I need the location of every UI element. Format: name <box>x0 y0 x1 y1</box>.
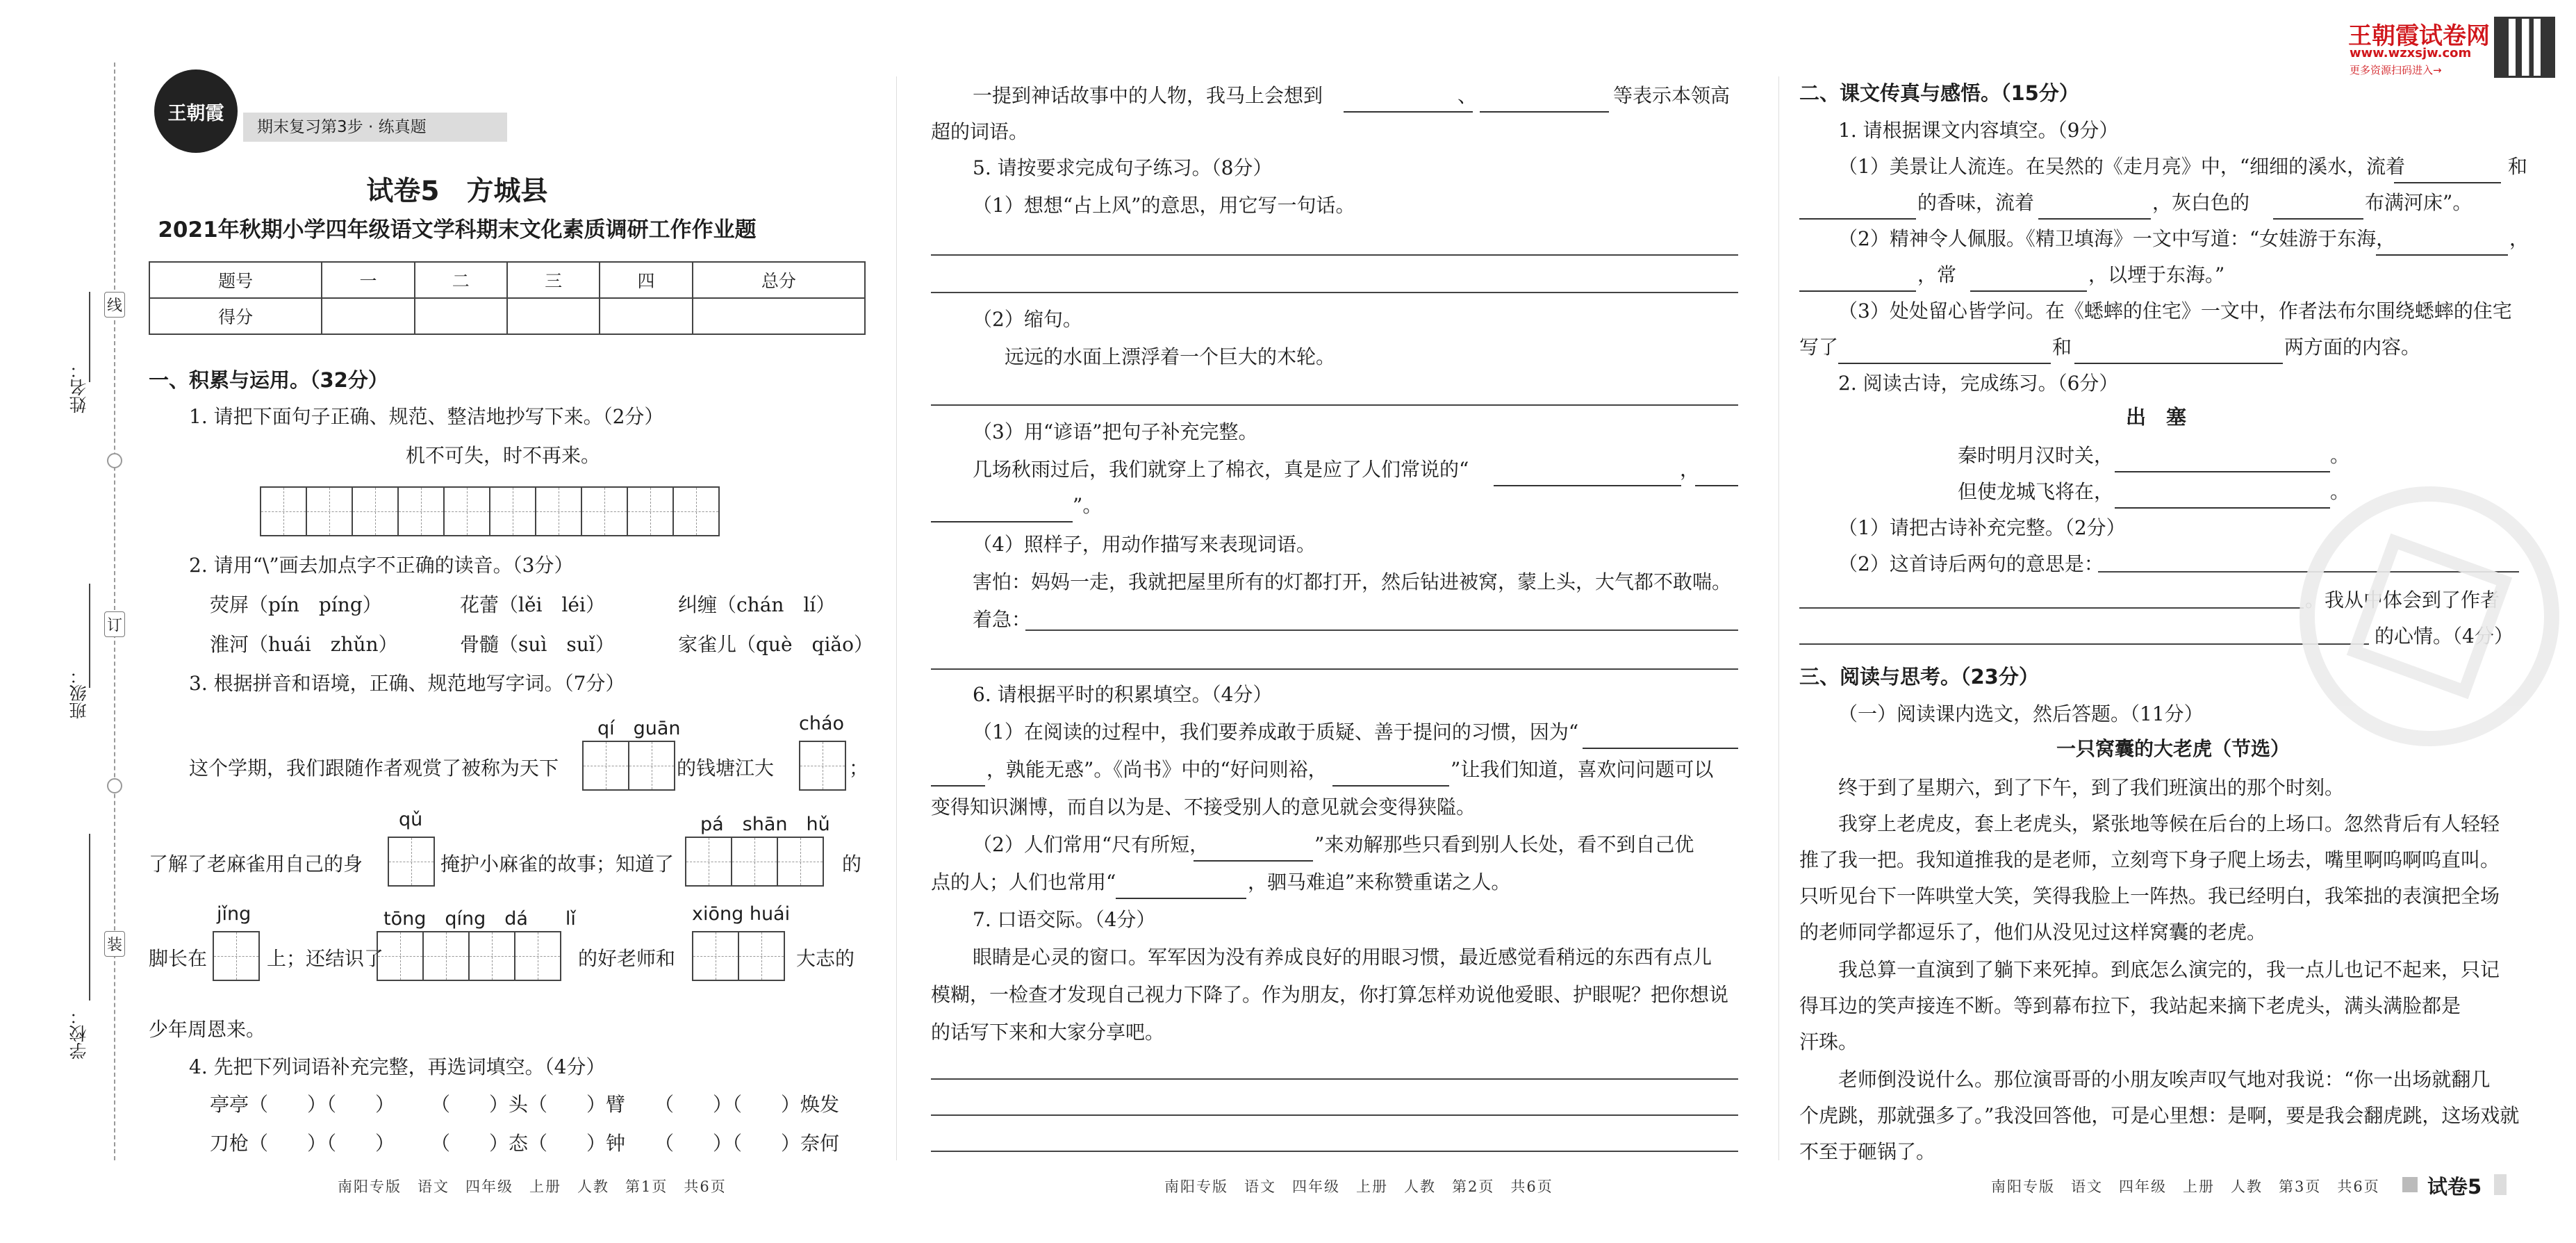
blank[interactable] <box>931 762 985 787</box>
q2-item[interactable]: 骨髓（suì suǐ） <box>460 633 615 656</box>
q4-item[interactable]: 亭亭（ ）（ ） <box>210 1093 395 1116</box>
reading-line: 推了我一把。我知道推我的是老师，立刻弯下身子爬上场去，嘴里啊呜啊呜直叫。 <box>1799 848 2500 871</box>
logo-text: 王朝霞 <box>167 102 224 124</box>
c3-q1-2b: ， <box>2509 227 2529 250</box>
c2-line-2: 超的词语。 <box>931 120 1029 143</box>
q6-1b: ，孰能无惑”。《尚书》中的“好问则裕， <box>986 758 1328 781</box>
q2-item[interactable]: 荧屏（pín píng） <box>210 593 382 616</box>
blank[interactable] <box>1494 461 1681 486</box>
q3-box-qiguan[interactable] <box>582 741 675 791</box>
blank[interactable] <box>1970 267 2087 292</box>
q5-4-text: 害怕：妈妈一走，我就把屋里所有的灯都打开，然后钻进被窝，蒙上头，大气都不敢喘。 <box>973 570 1732 593</box>
c3-q1-2d: ，以堙于东海。” <box>2088 263 2225 286</box>
binding-hole <box>107 453 122 468</box>
q3-line-2b: 掩护小麻雀的故事；知道了 <box>440 853 675 875</box>
seal-char-1: 线 <box>104 292 125 318</box>
q2-item[interactable]: 家雀儿（què qiǎo） <box>678 633 873 656</box>
q1-copy-grid[interactable] <box>260 486 720 536</box>
q7-prompt: 7. 口语交际。（4分） <box>973 908 1156 931</box>
reading-line: 我总算一直演到了躺下来死掉。到底怎么演完的，我一点儿也记不起来，只记 <box>1838 958 2500 981</box>
column-divider <box>896 76 897 1160</box>
score-header: 四 <box>600 262 692 298</box>
column-divider <box>1778 76 1779 1160</box>
blank[interactable] <box>1480 88 1609 113</box>
pinyin: qǔ <box>399 809 423 830</box>
score-cell[interactable] <box>507 298 600 334</box>
q5-3: （3）用“谚语”把句子补充完整。 <box>973 420 1258 443</box>
q3-box-tongqingdali[interactable] <box>377 931 561 981</box>
reading-title: 一只窝囊的大老虎（节选） <box>2056 737 2290 760</box>
c3-q1-1a: （1）美景让人流连。在吴然的《走月亮》中，“细细的溪水，流着 <box>1838 155 2406 178</box>
blank[interactable] <box>2115 484 2330 509</box>
section-1-heading: 一、积累与运用。（32分） <box>149 368 388 392</box>
q5-4-label: 着急： <box>973 608 1032 631</box>
score-header: 一 <box>322 262 414 298</box>
reading-1-prompt: （一）阅读课内选文，然后答题。（11分） <box>1838 702 2204 725</box>
q2-item[interactable]: 纠缠（chán lí） <box>678 593 836 616</box>
score-header: 三 <box>507 262 600 298</box>
answer-line[interactable] <box>931 254 1738 256</box>
q3-line-2a: 了解了老麻雀用自己的身 <box>149 853 363 875</box>
blank[interactable] <box>1799 195 1916 220</box>
c2-line-1c: 等表示本领高 <box>1613 84 1731 107</box>
footer-page-1: 南阳专版 语文 四年级 上册 人教 第1页 共6页 <box>338 1178 727 1195</box>
reading-line: 只听见台下一阵哄堂大笑，笑得我脸上一阵热。我已经明白，我笨拙的表演把全场 <box>1799 884 2500 907</box>
answer-line[interactable] <box>1025 629 1738 631</box>
blank[interactable] <box>2273 195 2363 220</box>
reading-line: 我穿上老虎皮，套上老虎头，紧张地等候在后台的上场口。忽然背后有人轻轻 <box>1838 812 2500 835</box>
school-field[interactable] <box>89 834 90 1001</box>
q3-line-3b: 上；还结识了 <box>267 947 384 970</box>
q3-line-4: 少年周恩来。 <box>149 1018 266 1041</box>
c2-line-1a: 一提到神话故事中的人物，我马上会想到 <box>973 84 1323 107</box>
brand-tip: 更多资源扫码进入→ <box>2350 64 2442 76</box>
page-title: 试卷5 方城县 <box>366 176 548 207</box>
q3-line-3d: 大志的 <box>796 947 855 970</box>
score-cell[interactable] <box>322 298 414 334</box>
footer-page-2: 南阳专版 语文 四年级 上册 人教 第2页 共6页 <box>1164 1178 1553 1195</box>
q5-3-text: 几场秋雨过后，我们就穿上了棉衣，真是应了人们常说的“ <box>973 458 1469 481</box>
poem-line-1: 秦时明月汉时关， <box>1958 444 2114 467</box>
page-subtitle: 2021年秋期小学四年级语文学科期末文化素质调研工作作业题 <box>158 217 757 242</box>
class-field[interactable] <box>89 584 90 688</box>
reading-line: 老师倒没说什么。那位演哥哥的小朋友唉声叹气地对我说：“你一出场就翻几 <box>1838 1068 2491 1091</box>
c3-q2-2b: 。我从中体会到了作者 <box>2305 588 2500 611</box>
q6-1a: （1）在阅读的过程中，我们要养成敢于质疑、善于提问的习惯，因为“ <box>973 721 1579 743</box>
c3-q2-1: （1）请把古诗补充完整。（2分） <box>1838 516 2126 539</box>
score-header: 题号 <box>149 262 322 298</box>
q7-text: 的话写下来和大家分享吧。 <box>931 1021 1165 1044</box>
c3-q2: 2. 阅读古诗，完成练习。（6分） <box>1838 372 2119 395</box>
blank[interactable] <box>931 497 1073 522</box>
binding-hole <box>107 778 122 793</box>
q3-line-2c: 的 <box>842 853 862 875</box>
pinyin: cháo <box>799 713 845 734</box>
c3-q1: 1. 请根据课文内容填空。（9分） <box>1838 119 2119 142</box>
reading-line: 个虎跳，那就强多了。”我没回答他，可是心里想：是啊，要是我会翻虎跳，这场戏就 <box>1799 1104 2520 1127</box>
q3-box-jing[interactable] <box>213 931 260 981</box>
q3-box-pashanhu[interactable] <box>685 837 824 887</box>
q6-2b: ”来劝解那些只看到别人长处，看不到自己优 <box>1314 833 1694 856</box>
c3-q1-1b: 和 <box>2508 155 2528 178</box>
c3-q1-1d: ，灰白色的 <box>2152 191 2250 214</box>
q1-prompt: 1. 请把下面句子正确、规范、整洁地抄写下来。（2分） <box>189 405 664 428</box>
q4-item[interactable]: （ ）头（ ）臂 <box>431 1093 626 1116</box>
c3-q1-3a: （3）处处留心皆学问。在《蟋蟀的住宅》一文中，作者法布尔围绕蟋蟀的住宅 <box>1838 299 2512 322</box>
q2-item[interactable]: 淮河（huái zhǔn） <box>210 633 398 656</box>
c3-q2-2c: 的心情。（4分） <box>2375 625 2513 648</box>
q5-2-text: 远远的水面上漂浮着一个巨大的木轮。 <box>1005 345 1336 368</box>
answer-line[interactable] <box>931 1078 1738 1080</box>
pinyin: xiōng huái <box>692 903 791 925</box>
q3-box-chao[interactable] <box>799 741 846 791</box>
score-row-label: 得分 <box>149 298 322 334</box>
answer-line[interactable] <box>931 404 1738 406</box>
q5-prompt: 5. 请按要求完成句子练习。（8分） <box>973 156 1273 179</box>
c3-q1-1e: 布满河床”。 <box>2365 191 2472 214</box>
pinyin: pá shān hǔ <box>700 814 830 835</box>
blank[interactable] <box>1838 339 2051 364</box>
q3-line-3a: 脚长在 <box>149 947 208 970</box>
q4-item[interactable]: （ ）（ ）焕发 <box>654 1093 840 1116</box>
page-label-marker <box>2402 1177 2418 1192</box>
poem-line-2: 但使龙城飞将在， <box>1958 480 2114 503</box>
q4-item[interactable]: （ ）态（ ）钟 <box>431 1132 626 1155</box>
stage-label: 期末复习第3步 · 练真题 <box>257 118 427 136</box>
q2-item[interactable]: 花蕾（lěi léi） <box>460 593 605 616</box>
reading-paragraph: 终于到了星期六，到了下午，到了我们班演出的那个时刻。 <box>1838 776 2345 799</box>
q3-line-1a: 这个学期，我们跟随作者观赏了被称为天下 <box>189 757 559 780</box>
blank[interactable] <box>2074 339 2283 364</box>
q5-4: （4）照样子，用动作描写来表现词语。 <box>973 533 1316 556</box>
q1-copy-text: 机不可失，时不再来。 <box>406 444 601 467</box>
q3-line-1b: 的钱塘江大 <box>677 757 775 780</box>
blank[interactable] <box>2376 231 2508 256</box>
q2-prompt: 2. 请用“\”画去加点字不正确的读音。（3分） <box>189 554 574 577</box>
blank[interactable] <box>1332 762 1449 787</box>
answer-line[interactable] <box>931 292 1738 293</box>
q6-2d: ，驷马难追”来称赞重诺之人。 <box>1248 871 1511 894</box>
q6-2c: 点的人；人们也常用“ <box>931 871 1116 894</box>
stage-banner <box>243 113 507 142</box>
c3-q1-3c: 和 <box>2052 336 2072 359</box>
answer-line[interactable] <box>931 1151 1738 1152</box>
score-cell[interactable] <box>693 298 865 334</box>
q4-prompt: 4. 先把下列词语补充完整，再选词填空。（4分） <box>189 1055 606 1078</box>
c3-q1-1c: 的香味，流着 <box>1917 191 2035 214</box>
q3-line-3c: 的好老师和 <box>578 947 676 970</box>
page-label-bar <box>2494 1174 2507 1195</box>
qr-code-icon[interactable] <box>2494 17 2555 78</box>
q4-item[interactable]: （ ）（ ）奈何 <box>654 1132 840 1155</box>
blank[interactable] <box>2394 158 2501 183</box>
q3-box-xionghuai[interactable] <box>692 931 785 981</box>
blank[interactable] <box>1583 724 1738 749</box>
poem-title: 出 塞 <box>2126 405 2187 429</box>
seal-char-2: 订 <box>104 611 125 637</box>
blank[interactable] <box>1344 88 1473 113</box>
q5-2: （2）缩句。 <box>973 308 1082 331</box>
c2-line-1b: 、 <box>1458 84 1478 107</box>
reading-line: 汗珠。 <box>1799 1030 1858 1053</box>
q5-3-comma: ， <box>1680 458 1700 481</box>
name-label: 姓名： <box>69 361 89 413</box>
q7-text: 模糊，一检查才发现自己视力下降了。作为朋友，你打算怎样劝说他爱眼、护眼呢？把你想说 <box>931 983 1729 1006</box>
poem-end-1: 。 <box>2330 444 2350 467</box>
q7-text: 眼睛是心灵的窗口。军军因为没有养成良好的用眼习惯，最近感觉看稍远的东西有点儿 <box>973 946 1712 969</box>
pinyin: qí guān <box>597 718 681 739</box>
c3-q2-2: （2）这首诗后两句的意思是： <box>1838 552 2104 575</box>
q5-3-end: ”。 <box>1073 494 1103 517</box>
q6-1d: 变得知识渊博，而自以为是、不接受别人的意见就会变得狭隘。 <box>931 796 1476 818</box>
score-cell[interactable] <box>600 298 692 334</box>
score-header: 总分 <box>693 262 865 298</box>
q6-2a: （2）人们常用“尺有所短， <box>973 833 1209 856</box>
score-cell[interactable] <box>415 298 507 334</box>
brand-name: 王朝霞试卷网 <box>2348 22 2490 50</box>
brand-url[interactable]: www.wzxsjw.com <box>2350 46 2472 60</box>
blank[interactable] <box>2115 447 2330 472</box>
blank[interactable] <box>2038 195 2151 220</box>
footer-page-3: 南阳专版 语文 四年级 上册 人教 第3页 共6页 <box>1991 1178 2380 1195</box>
poem-end-2: 。 <box>2330 480 2350 503</box>
q6-prompt: 6. 请根据平时的积累填空。（4分） <box>973 683 1273 706</box>
q3-line-1c: ； <box>849 757 869 780</box>
answer-line[interactable] <box>931 1114 1738 1116</box>
blank[interactable] <box>1194 837 1313 862</box>
pinyin: tōng qíng dá lǐ <box>383 908 576 930</box>
q5-1: （1）想想“占上风”的意思，用它写一句话。 <box>973 194 1355 217</box>
q3-prompt: 3. 根据拼音和语境，正确、规范地写字词。（7分） <box>189 672 625 695</box>
reading-line: 得耳边的笑声接连不断。等到幕布拉下，我站起来摘下老虎头，满头满脸都是 <box>1799 994 2461 1017</box>
q4-item[interactable]: 刀枪（ ）（ ） <box>210 1132 395 1155</box>
c3-q1-2c: ，常 <box>1917 263 1957 286</box>
section-3-heading: 三、阅读与思考。（23分） <box>1799 665 2039 689</box>
seal-char-3: 装 <box>104 931 125 957</box>
answer-line[interactable] <box>931 668 1738 670</box>
answer-line[interactable] <box>1799 607 2304 609</box>
blank[interactable] <box>1799 267 1916 292</box>
answer-line[interactable] <box>1799 643 2369 645</box>
school-label: 学校： <box>69 1007 89 1060</box>
reading-line: 不至于砸锅了。 <box>1799 1140 1936 1163</box>
class-label: 班级： <box>69 667 89 719</box>
name-field[interactable] <box>89 292 90 382</box>
blank[interactable] <box>1695 461 1738 486</box>
score-table <box>149 261 866 335</box>
paper-label: 试卷5 <box>2427 1175 2482 1199</box>
section-2-heading: 二、课文传真与感悟。（15分） <box>1799 81 2079 105</box>
c3-q1-3b: 写了 <box>1799 336 1839 359</box>
pinyin: jǐng <box>217 903 251 925</box>
reading-line: 的老师同学都逗乐了，他们从没见过这样窝囊的老虎。 <box>1799 921 2267 944</box>
q3-box-qu[interactable] <box>388 837 435 887</box>
blank[interactable] <box>1116 874 1246 899</box>
c3-q1-3d: 两方面的内容。 <box>2284 336 2421 359</box>
q6-1c: ”让我们知道，喜欢问问题可以 <box>1451 758 1714 781</box>
watermark-seal <box>2300 486 2559 746</box>
score-header: 二 <box>415 262 507 298</box>
c3-q1-2a: （2）精神令人佩服。《精卫填海》一文中写道：“女娃游于东海， <box>1838 227 2396 250</box>
logo <box>154 69 238 153</box>
